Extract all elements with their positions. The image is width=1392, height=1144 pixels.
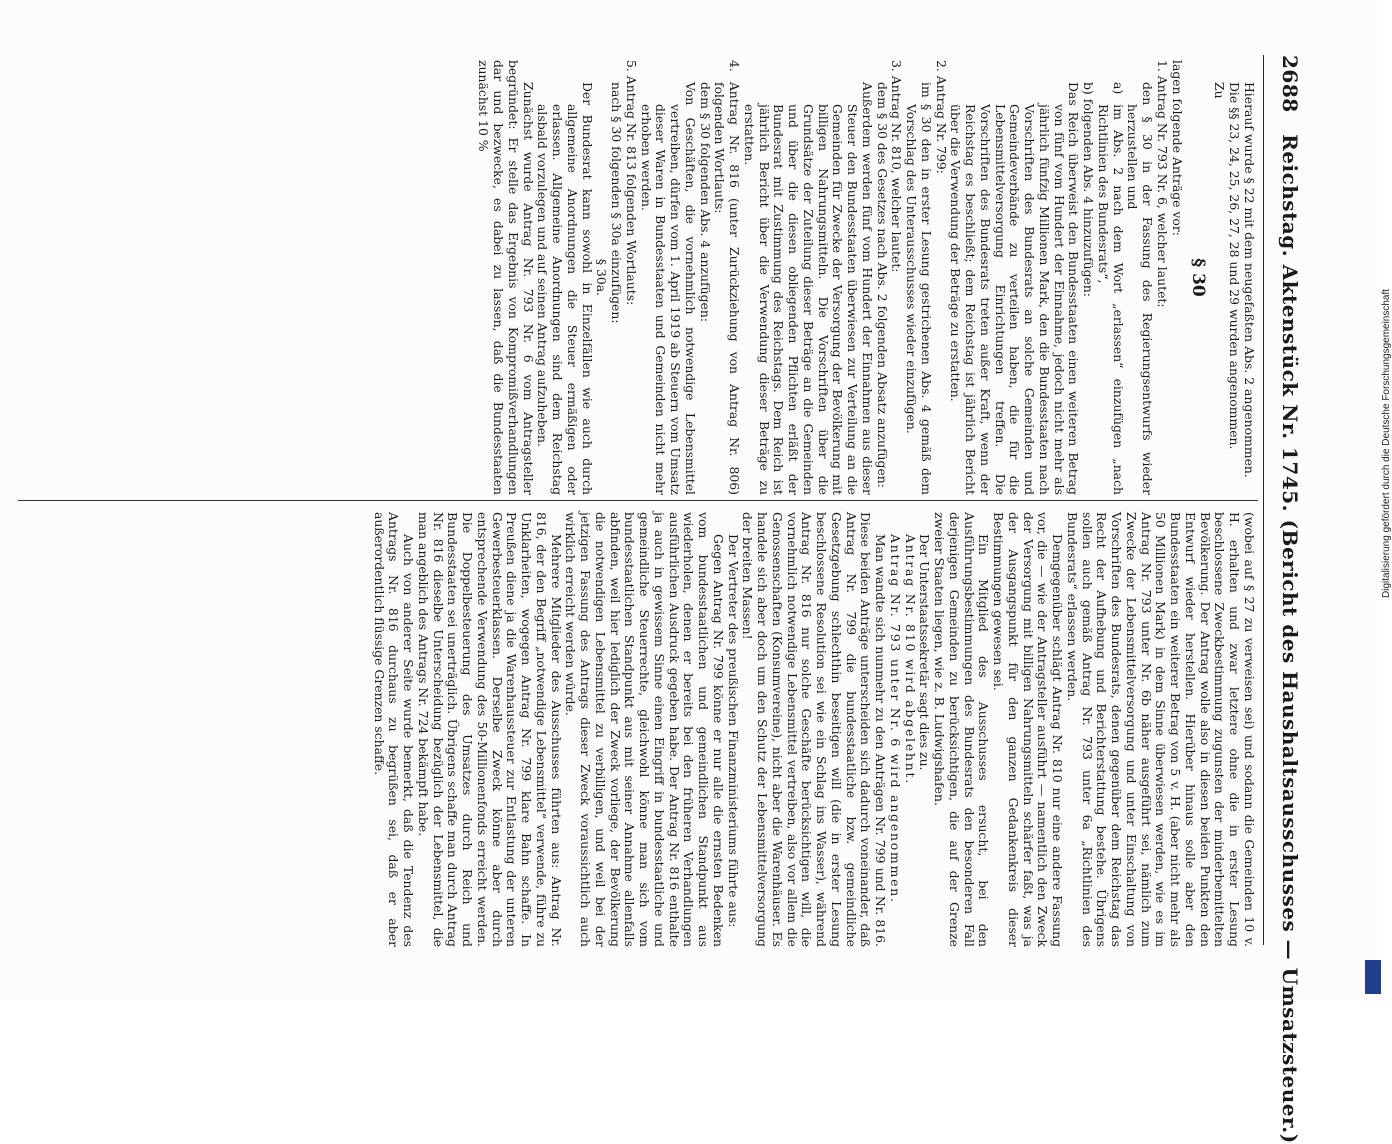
- list-item: 3. Antrag Nr. 810, welcher lautet:: [889, 60, 905, 273]
- column-divider: [18, 500, 1258, 501]
- list-item-text: nach § 30 folgenden § 30a einzufügen:: [609, 82, 625, 324]
- list-item-text: den § 30 in der Fassung des Regierungsentwurfs wieder herzustellen und: [1125, 82, 1156, 495]
- running-header: [1268, 55, 1302, 1144]
- left-column: [20, 60, 1256, 495]
- paragraph: Der Unterstaatssekretär sagt dies zu.: [917, 534, 933, 771]
- paragraph: Ein Mitglied des Ausschusses ersucht, bei den Ausführungsbestimmungen des Bundesrats den besonderen Fall derjenigen Gemeinden zu berücksichtigen, die auf der Grenze zweier Staaten liegen, wie z. B. Ludwigshafen.: [932, 512, 992, 947]
- quoted-text: Das Reich überweist den Bundesstaaten einen weiteren Betrag von fünf vom Hundert der Einnahme, jedoch nicht mehr als jährlich fünfzig Millionen Mark, den die Bundesstaaten nach Vorschriften des Bundesrats an solche Gemeinden und Gemeindeverbände zu verteilen haben, die für die Lebensmittelversorgung Einrichtungen treffen. Die Vorschriften des Bundesrats treten außer Kraft, wenn der Reichstag es beschließt; dem Reichstag ist jährlich Bericht über die Verwendung der Beträge zu erstatten.: [948, 82, 1082, 495]
- logo-text: DFG: [1380, 970, 1390, 992]
- paragraph: Mehrere Mitglieder des Ausschusses führten aus: Antrag Nr. 816, der den Begriff „notwendige Lebensmittel“ verwende, führe zu Unklarheiten, wogegen Antrag Nr. 799 klare Bahn schaffe. In Preußen diene ja die Warenhaussteuer zur Entlastung der unteren Gewerbesteuerklassen. Derselbe Zweck könne aber durch entsprechende Verwendung des 50-Millionenfonds erreicht werden. Die Doppelbesteuerung des Umsatzes durch Reich und Bundesstaaten sei unerträglich. Übrigens schaffe man durch Antrag Nr. 816 dieselbe Unterscheidung bezüglich der Lebensmittel, die man angeblich des Antrags Nr. 724 bekämpft habe.: [416, 512, 564, 947]
- sub-item: a) im Abs. 2 nach dem Wort „erlassen“ einzufügen „nach Richtlinien des Bundesrats“,: [1096, 82, 1126, 495]
- dfg-logo-icon: [1365, 960, 1390, 994]
- digitization-footer: [1363, 0, 1381, 1000]
- list-item: 4. Antrag Nr. 816 (unter Zurückziehung von Antrag Nr. 806) folgenden Wortlauts:: [712, 60, 743, 495]
- paragraph: Hierauf wurde § 22 mit dem neugefaßten Abs. 2 angenommen.: [1242, 82, 1257, 478]
- quoted-text: Von Geschäften, die vornehmlich notwendige Lebensmittel vertreiben, dürfen vom 1. April 1919 ab Steuern vom Umsatz dieser Waren in Bundesstaaten und Gemeinden nicht mehr erhoben werden.: [638, 82, 698, 495]
- paragraph: Man wandte sich nunmehr zu den Anträgen Nr. 799 und Nr. 816. Diese beiden Anträge unterscheiden sich dadurch voneinander, daß Antrag Nr. 799 die bundesstaatliche bzw. gemeindliche Gesetzgebung schlechthin beseitigen will (die in erster Lesung beschlossene Resolution sei wie ein Schlag ins Wasser), während Antrag Nr. 816 nur solche Geschäfte berücksichtigen will, die vornehmlich notwendige Lebensmittel vertreiben, also vor allem die Genossenschaften (Konsumvereine), nicht aber die Warenhäuser. Es handele sich aber doch um den Schutz der Lebensmittelversorgung der breiten Massen!: [740, 512, 889, 947]
- paragraph: Die §§ 23, 24, 25, 26, 27, 28 und 29 wurden angenommen.: [1227, 82, 1243, 450]
- quoted-text: Außerdem werden fünf vom Hundert der Einnahmen aus dieser Steuer den Bundesstaaten überwiesen zur Verteilung an die Gemeinden für Zwecke der Versorgung der Bevölkerung mit billigen Nahrungsmitteln. Die Vorschriften über die Grundsätze der Zuteilung dieser Beträge an die Gemeinden und über die diesen obliegenden Pflichten erläßt der Bundesrat mit Zustimmung des Reichstags. Dem Reich ist jährlich Bericht über die Verwendung dieser Beträge zu erstatten.: [742, 82, 875, 495]
- subsection-heading: § 30a.: [594, 258, 610, 297]
- page-number: 2688: [1278, 55, 1302, 113]
- paragraph: Auch von anderer Seite wurde bemerkt, daß die Tendenz des Antrags Nr. 816 durchaus zu begrüßen sei, daß er aber außerordentlich flüssige Grenzen schaffe.: [371, 512, 417, 947]
- paragraph: Der Vertreter des preußischen Finanzministeriums führte aus:: [725, 534, 741, 928]
- paragraph: Demgegenüber schlägt Antrag Nr. 810 nur eine andere Fassung vor, die — wie der Antragsteller ausführt — namentlich den Zweck der Versorgung mit billigen Nahrungsmitteln schärfer faßt, was ja der Ausgangspunkt für den ganzen Gedankenkreis dieser Bestimmungen gewesen sei.: [991, 512, 1066, 947]
- sub-item: b) folgenden Abs. 4 hinzuzufügen:: [1081, 82, 1097, 298]
- right-column: [20, 512, 1256, 947]
- list-item: 5. Antrag Nr. 813 folgenden Wortlauts:: [624, 60, 639, 306]
- paragraph: Antrag Nr. 810 wird abgelehnt.: [902, 534, 918, 786]
- footer-credit: Digitalisierung gefördert durch die Deutsche Forschungsgemeinschaft: [1381, 288, 1392, 598]
- paragraph: lagen folgende Anträge vor:: [1169, 60, 1185, 236]
- header-rule: [1263, 55, 1264, 945]
- list-item: 2. Antrag Nr. 799:: [933, 60, 949, 174]
- list-item-text: dem § 30 des Gesetzes nach Abs. 2 folgenden Absatz anzufügen:: [874, 82, 890, 488]
- paragraph: Gegen Antrag Nr. 799 könne er nur alle die ernsten Bedenken vom bundesstaatlichen und gemeindlichen Standpunkt aus wiederholen, denen er bereits bei den früheren Verhandlungen ausführlichen Ausdruck gegeben habe. Der Antrag Nr. 816 enthalte ja auch in gewissem Sinne einen Eingriff in bundesstaatliche und gemeindliche Steuerrechte, gleichwohl könne man sich vom bundesstaatlichen Standpunkt aus mit seiner Annahme allenfalls abfinden, weil hier lediglich der Zweck vorliege, der Bevölkerung die notwendigen Lebensmittel zu verbilligen, und weil bei der jetzigen Fassung des Antrags dieser Zweck voraussichtlich auch wirklich erreicht werden würde.: [563, 512, 726, 947]
- list-item-text: im § 30 den in erster Lesung gestrichenen Abs. 4 gemäß dem Vorschlag des Unterausschusses wieder einzufügen.: [904, 82, 934, 495]
- section-heading: § 30: [1187, 258, 1208, 297]
- paragraph: (wobei auf § 27 zu verweisen sei) und sodann die Gemeinden 10 v. H. erhalten und zwar letztere ohne die in erster Lesung beschlossene Zweckbestimmung zugunsten der minderbemittelten Bevölkerung. Der Antrag wolle also in diesen beiden Punkten den Entwurf wieder herstellen. Hierüber hinaus solle aber den Bundesstaaten ein weiterer Betrag von 5 v. H. (aber nicht mehr als 50 Millionen Mark) in dem Sinne überwiesen werden, wie es im Antrag Nr. 793 unter Nr. 6b näher ausgeführt sei, nämlich zum Zwecke der Lebensmittelversorgung und unter Einschaltung von Vorschriften des Bundesrats, denen gegenüber dem Reichstag das Recht der Aufhebung und Berichterstattung bestehe. Übrigens sollen auch gemäß Antrag Nr. 793 unter 6a „Richtlinien des Bundesrats“ erlassen werden.: [1065, 512, 1257, 947]
- paragraph: Zunächst wurde Antrag Nr. 793 Nr. 6 vom Antragsteller begründet: Er stelle das Ergebnis von Kompromißverhandlungen dar und bezwecke, es dabei zu lassen, daß die Bundesstaaten zunächst 10 %: [476, 60, 536, 495]
- list-item: 1. Antrag Nr. 793 Nr. 6, welcher lautet:: [1155, 60, 1170, 308]
- zu-label: Zu: [1212, 82, 1228, 99]
- quoted-text: Der Bundesrat kann sowohl in Einzelfällen wie auch durch allgemeine Anordnungen die Steuer ermäßigen oder erlassen. Allgemeine Anordnungen sind dem Reichstag alsbald vorzulegen und auf seinen Antrag aufzuheben.: [535, 82, 595, 495]
- list-item-text: dem § 30 folgenden Abs. 4 anzufügen:: [697, 82, 713, 323]
- header-title: Reichstag. Aktenstück Nr. 1745. (Bericht des Haushaltsausschusses — Umsatzsteuer.): [1278, 134, 1302, 1144]
- paragraph: Antrag Nr. 793 unter Nr. 6 wird angenommen.: [888, 534, 903, 904]
